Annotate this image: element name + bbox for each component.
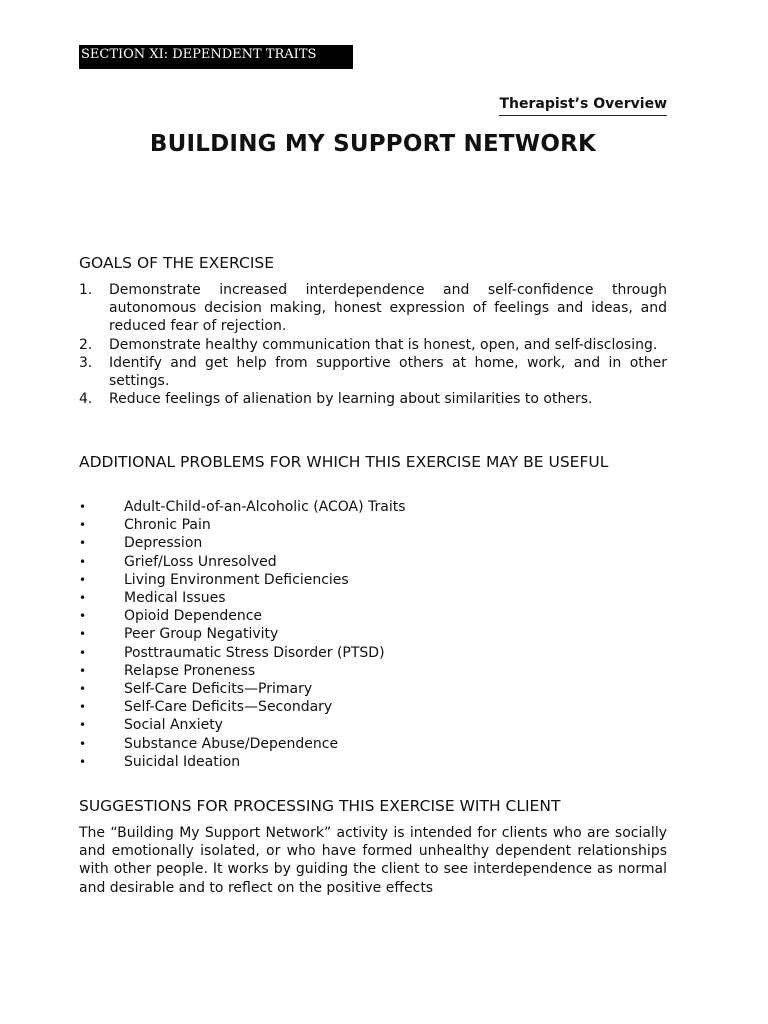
bullet-icon: •	[79, 554, 87, 569]
goal-number: 4.	[79, 391, 93, 408]
list-item	[79, 753, 667, 771]
list-item	[79, 516, 667, 534]
goal-text: Identify and get help from supportive others at home, work, and in other settings.	[109, 354, 667, 390]
section-label: SECTION XI: DEPENDENT TRAITS	[79, 45, 353, 69]
goal-number: 2.	[79, 336, 93, 353]
list-item	[79, 589, 667, 607]
page-title: BUILDING MY SUPPORT NETWORK	[149, 131, 597, 157]
bullet-icon: •	[79, 663, 87, 678]
goals-heading: GOALS OF THE EXERCISE	[79, 254, 275, 272]
problem-text: Peer Group Negativity	[124, 626, 279, 643]
list-item	[79, 534, 667, 552]
goals-list	[79, 281, 667, 408]
goal-number: 1.	[79, 282, 93, 298]
goal-item	[79, 336, 667, 354]
bullet-icon: •	[79, 572, 87, 587]
suggestions-heading: SUGGESTIONS FOR PROCESSING THIS EXERCISE WITH CLIENT	[79, 797, 561, 815]
list-item	[79, 553, 667, 571]
bullet-icon: •	[79, 609, 87, 624]
therapist-overview-label: Therapist’s Overview	[499, 94, 667, 116]
list-item	[79, 698, 667, 716]
list-item	[79, 680, 667, 698]
bullet-icon: •	[79, 500, 87, 514]
list-item	[79, 716, 667, 734]
bullet-icon: •	[79, 591, 87, 606]
suggestions-body: The “Building My Support Network” activity is intended for clients who are socially and emotionally isolated, or who have formed unhealthy dependent relationships with other people. It works by guiding the client to see interdependence as normal and desirable and to reflect on the positive effects	[79, 825, 667, 896]
problem-text: Grief/Loss Unresolved	[124, 553, 277, 570]
goal-text: Reduce feelings of alienation by learning about similarities to others.	[109, 391, 593, 408]
bullet-icon: •	[79, 754, 87, 769]
bullet-icon: •	[79, 718, 87, 733]
bullet-icon: •	[79, 536, 87, 551]
goal-number: 3.	[79, 354, 93, 371]
problem-text: Depression	[124, 535, 203, 552]
problem-text: Social Anxiety	[124, 717, 223, 734]
bullet-icon: •	[79, 627, 87, 642]
problem-text: Posttraumatic Stress Disorder (PTSD)	[124, 644, 385, 661]
problem-text: Opioid Dependence	[124, 608, 263, 625]
bullet-icon: •	[79, 645, 87, 660]
bullet-icon: •	[79, 736, 87, 751]
problem-text: Living Environment Deficiencies	[124, 571, 349, 588]
problem-text: Chronic Pain	[124, 517, 211, 534]
problems-heading: ADDITIONAL PROBLEMS FOR WHICH THIS EXERCISE MAY BE USEFUL	[79, 453, 609, 471]
list-item	[79, 498, 667, 516]
list-item	[79, 662, 667, 680]
problem-text: Suicidal Ideation	[124, 753, 241, 770]
list-item	[79, 625, 667, 643]
goal-item	[79, 354, 667, 390]
list-item	[79, 735, 667, 753]
list-item	[79, 644, 667, 662]
bullet-icon: •	[79, 518, 87, 533]
bullet-icon: •	[79, 700, 87, 715]
goal-item	[79, 281, 667, 336]
goal-item	[79, 390, 667, 408]
problem-text: Medical Issues	[124, 590, 226, 607]
goal-text: Demonstrate healthy communication that is honest, open, and self-disclosing.	[109, 336, 658, 353]
problem-text: Self-Care Deficits—Primary	[124, 681, 313, 698]
problem-text: Adult-Child-of-an-Alcoholic (ACOA) Traits	[124, 499, 406, 515]
list-item	[79, 607, 667, 625]
list-item	[79, 571, 667, 589]
problem-text: Substance Abuse/Dependence	[124, 735, 339, 752]
goal-text: Demonstrate increased interdependence and self-confidence through autonomous decision making, honest expression of feelings and ideas, and reduced fear of rejection.	[109, 282, 667, 335]
problems-list	[79, 498, 667, 771]
bullet-icon: •	[79, 682, 87, 697]
problem-text: Relapse Proneness	[124, 662, 256, 679]
problem-text: Self-Care Deficits—Secondary	[124, 699, 333, 716]
